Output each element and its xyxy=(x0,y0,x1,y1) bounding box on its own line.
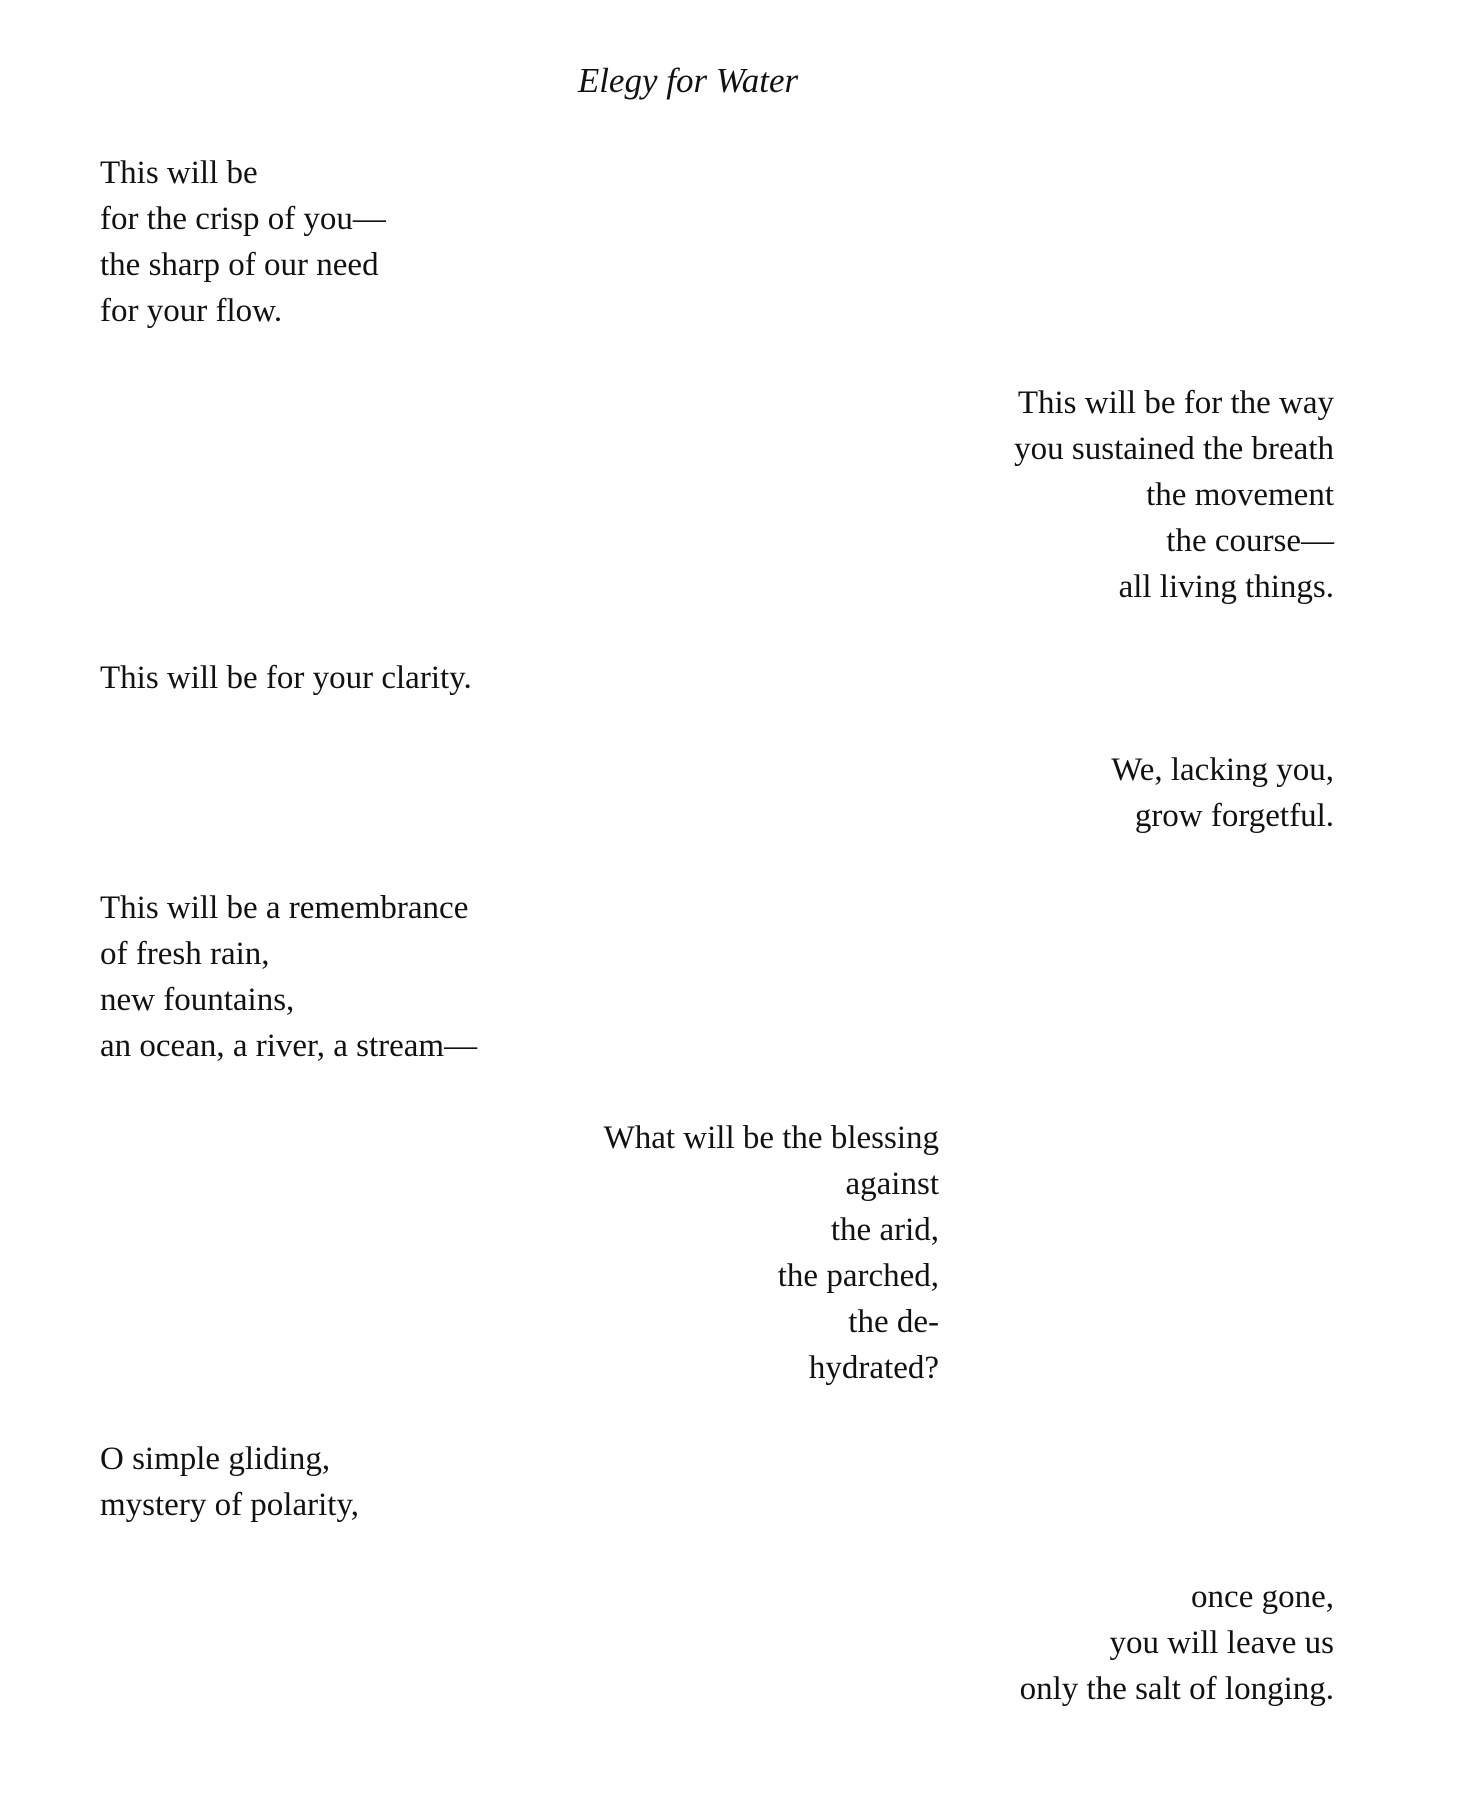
poem-line: the course— xyxy=(1166,523,1334,559)
poem-line: you will leave us xyxy=(1109,1625,1334,1661)
poem-line: the parched, xyxy=(777,1258,939,1294)
poem-line: This will be xyxy=(100,155,258,191)
poem-line: mystery of polarity, xyxy=(100,1487,360,1523)
poem-line: only the salt of longing. xyxy=(1019,1671,1334,1707)
poem-line: for the crisp of you— xyxy=(100,201,386,237)
stanza-4 xyxy=(1111,747,1334,839)
poem-line: O simple gliding, xyxy=(100,1441,331,1477)
stanza-3 xyxy=(100,655,472,701)
poem-line: We, lacking you, xyxy=(1111,752,1334,788)
stanza-8 xyxy=(1020,1574,1334,1712)
poem-line: new fountains, xyxy=(100,982,295,1018)
poem-title: Elegy for Water xyxy=(577,61,799,100)
stanza-5 xyxy=(100,885,477,1069)
stanza-7 xyxy=(100,1436,359,1528)
poem-line: This will be a remembrance xyxy=(100,890,469,926)
poem-line: This will be for the way xyxy=(1017,385,1334,421)
stanza-1 xyxy=(100,150,386,334)
poem-line: the movement xyxy=(1146,477,1334,513)
poem-line: all living things. xyxy=(1118,569,1334,605)
poem-line: once gone, xyxy=(1191,1579,1334,1615)
stanza-6 xyxy=(604,1115,939,1391)
poem-line: the de- xyxy=(848,1304,939,1340)
poem-line: the sharp of our need xyxy=(100,247,379,283)
stanza-2 xyxy=(1014,380,1334,610)
poem-line: you sustained the breath xyxy=(1014,431,1334,467)
poem-line: This will be for your clarity. xyxy=(100,660,472,696)
poem-line: the arid, xyxy=(830,1212,939,1248)
poem-line: grow forgetful. xyxy=(1134,798,1334,834)
poem-line: against xyxy=(845,1166,939,1202)
poem-line: hydrated? xyxy=(808,1350,939,1386)
poem-line: What will be the blessing xyxy=(603,1120,939,1156)
poem-line: of fresh rain, xyxy=(100,936,270,972)
poem-line: for your flow. xyxy=(100,293,283,329)
poem-line: an ocean, a river, a stream— xyxy=(100,1028,478,1064)
